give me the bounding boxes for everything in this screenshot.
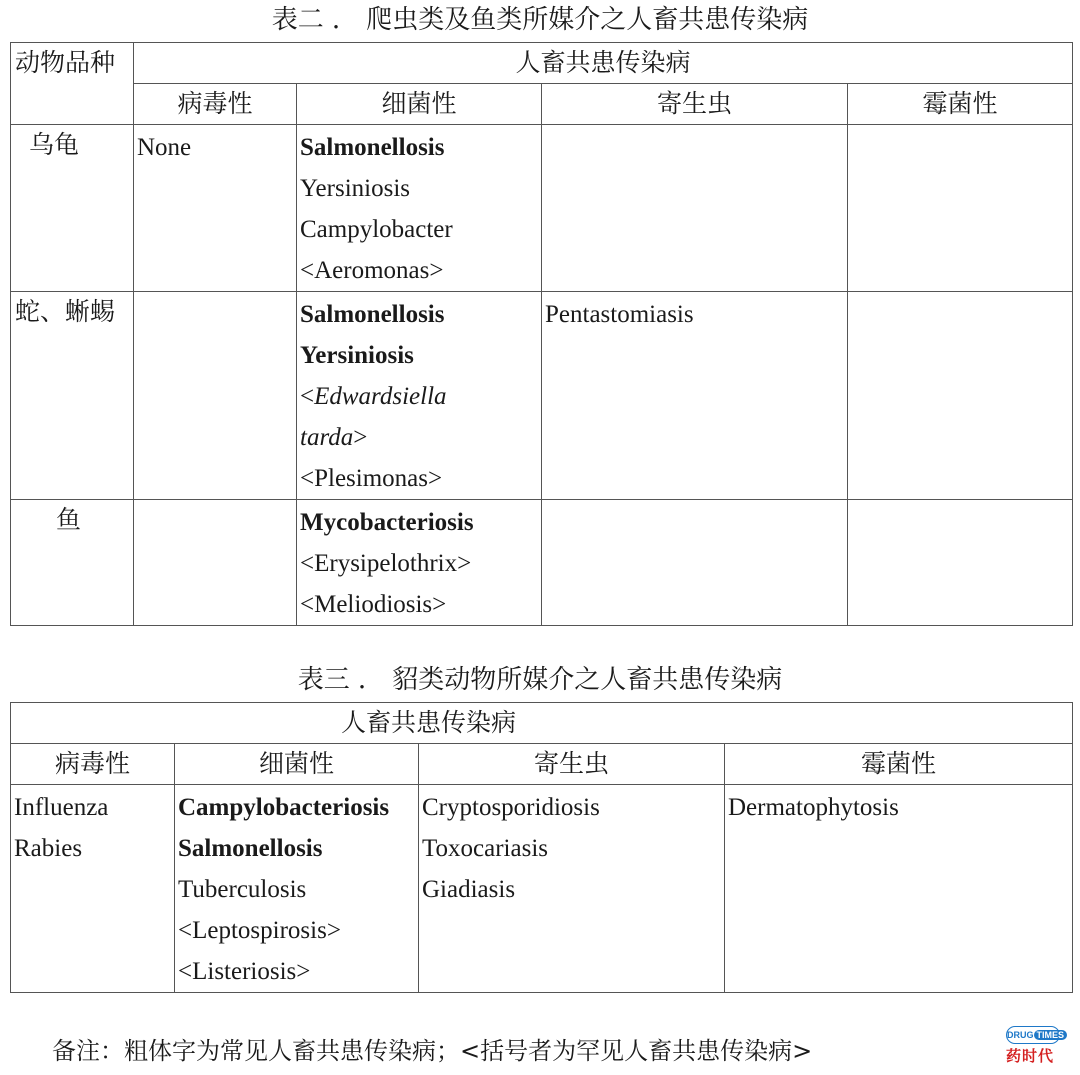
column-header-fungal: 霉菌性 bbox=[848, 84, 1073, 125]
animal-cell: 鱼 bbox=[11, 500, 134, 626]
column-header-bacterial: 细菌性 bbox=[175, 744, 419, 785]
fungal-cell bbox=[725, 785, 1073, 993]
disease-entry: Rabies bbox=[14, 835, 83, 862]
disease-entry: <Listeriosis> bbox=[178, 958, 311, 985]
disease-entry: Campylobacteriosis bbox=[178, 794, 390, 821]
bacterial-cell bbox=[175, 785, 419, 993]
footnote: 备注：粗体字为常见人畜共患传染病；<括号者为罕见人畜共患传染病> bbox=[52, 1037, 813, 1065]
parasitic-cell bbox=[542, 500, 848, 626]
disease-entry: Dermatophytosis bbox=[728, 794, 899, 821]
viral-cell bbox=[11, 785, 175, 993]
bacterial-cell bbox=[297, 125, 542, 292]
animal-cell: 乌龟 bbox=[11, 125, 134, 292]
disease-entry: Yersiniosis bbox=[300, 342, 414, 369]
fungal-cell bbox=[848, 500, 1073, 626]
fungal-cell bbox=[848, 125, 1073, 292]
column-header-viral: 病毒性 bbox=[11, 744, 175, 785]
disease-entry: Salmonellosis bbox=[300, 134, 445, 161]
viral-cell bbox=[134, 500, 297, 626]
logo-tag: DRUG TIMES bbox=[1006, 1026, 1060, 1044]
fungal-cell bbox=[848, 292, 1073, 500]
column-header-bacterial: 细菌性 bbox=[297, 84, 542, 125]
table2 bbox=[10, 42, 1073, 626]
disease-entry: Cryptosporidiosis bbox=[422, 794, 600, 821]
disease-entry: Toxocariasis bbox=[422, 835, 548, 862]
disease-entry: None bbox=[137, 134, 192, 161]
table-row bbox=[11, 125, 1073, 292]
disease-entry: Mycobacteriosis bbox=[300, 509, 474, 536]
disease-entry: Influenza bbox=[14, 794, 109, 821]
disease-entry: Salmonellosis bbox=[300, 301, 445, 328]
disease-entry: <Erysipelothrix> bbox=[300, 550, 472, 577]
disease-entry: <Aeromonas> bbox=[300, 257, 444, 284]
table3 bbox=[10, 702, 1073, 993]
column-header-parasitic: 寄生虫 bbox=[419, 744, 725, 785]
table-row bbox=[11, 500, 1073, 626]
disease-entry: <Edwardsiella bbox=[300, 383, 447, 410]
disease-entry: tarda> bbox=[300, 424, 368, 451]
bacterial-cell bbox=[297, 500, 542, 626]
disease-entry: Campylobacter bbox=[300, 216, 453, 243]
disease-entry: Giadiasis bbox=[422, 876, 516, 903]
logo-cn-text: 药时代 bbox=[1006, 1047, 1055, 1065]
table-row bbox=[11, 785, 1073, 993]
table-row bbox=[11, 292, 1073, 500]
parasitic-cell bbox=[542, 292, 848, 500]
disease-entry: <Leptospirosis> bbox=[178, 917, 341, 944]
table2-title: 表二 ． 爬虫类及鱼类所媒介之人畜共患传染病 bbox=[271, 5, 809, 35]
column-header-viral: 病毒性 bbox=[134, 84, 297, 125]
column-header-parasitic: 寄生虫 bbox=[542, 84, 848, 125]
corner-header: 动物品种 bbox=[11, 43, 134, 125]
drug-times-logo bbox=[1004, 1024, 1065, 1070]
viral-cell bbox=[134, 125, 297, 292]
disease-entry: Yersiniosis bbox=[300, 175, 410, 202]
column-header-fungal: 霉菌性 bbox=[725, 744, 1073, 785]
group-header: 人畜共患传染病 bbox=[134, 43, 1073, 84]
parasitic-cell bbox=[419, 785, 725, 993]
bacterial-cell bbox=[297, 292, 542, 500]
disease-entry: <Plesimonas> bbox=[300, 465, 443, 492]
parasitic-cell bbox=[542, 125, 848, 292]
disease-entry: Tuberculosis bbox=[178, 876, 307, 903]
viral-cell bbox=[134, 292, 297, 500]
group-header: 人畜共患传染病 bbox=[11, 703, 1073, 744]
disease-entry: <Meliodiosis> bbox=[300, 591, 447, 618]
animal-cell: 蛇、蜥蜴 bbox=[11, 292, 134, 500]
table3-title: 表三 ． 貂类动物所媒介之人畜共患传染病 bbox=[297, 665, 783, 695]
disease-entry: Pentastomiasis bbox=[545, 301, 694, 328]
disease-entry: Salmonellosis bbox=[178, 835, 323, 862]
